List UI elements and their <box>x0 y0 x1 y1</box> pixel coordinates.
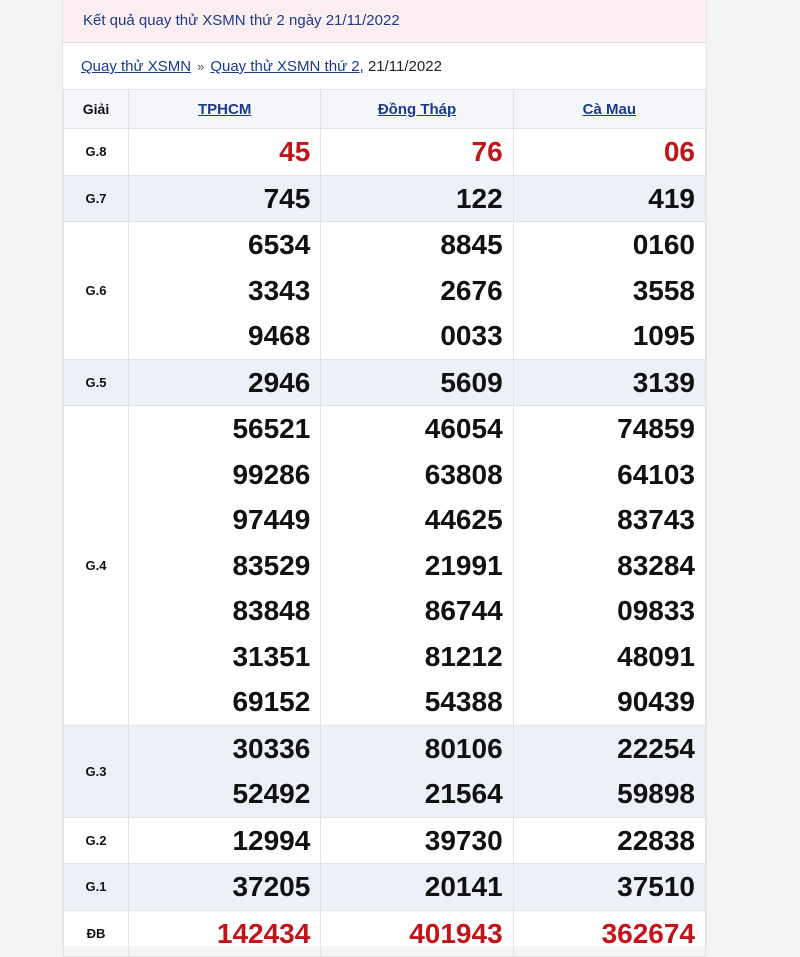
prize-label: G.1 <box>64 864 129 911</box>
table-row <box>64 359 706 406</box>
result-cell <box>129 359 321 406</box>
result-number: 83529 <box>232 549 311 581</box>
prize-label: G.6 <box>64 222 129 360</box>
result-number: 21564 <box>424 778 503 809</box>
result-cell <box>129 817 321 864</box>
table-row <box>64 222 706 360</box>
result-number: 9468 <box>248 320 311 351</box>
result-number: 81212 <box>424 640 503 672</box>
result-number: 83743 <box>617 504 695 535</box>
result-number: 48091 <box>617 640 695 672</box>
result-number: 22838 <box>617 824 695 856</box>
result-cell <box>321 359 513 406</box>
result-cell <box>321 817 513 864</box>
result-cell <box>513 175 705 222</box>
breadcrumb-date: , 21/11/2022 <box>359 58 442 75</box>
result-number: 3343 <box>248 274 311 306</box>
table-row <box>64 910 706 957</box>
prize-label: G.5 <box>64 359 129 406</box>
prize-label: G.3 <box>64 725 129 817</box>
result-number: 0160 <box>632 229 695 260</box>
result-number: 12994 <box>232 824 311 856</box>
breadcrumb-separator: » <box>197 59 205 74</box>
results-table <box>63 89 706 957</box>
result-number: 80106 <box>424 732 503 764</box>
result-number: 90439 <box>617 686 695 717</box>
result-number: 69152 <box>232 686 311 717</box>
result-number: 142434 <box>216 917 311 949</box>
result-number: 6534 <box>248 229 311 260</box>
table-row <box>64 864 706 911</box>
result-number: 3558 <box>632 274 695 306</box>
result-number: 8845 <box>440 229 503 260</box>
table-row <box>64 129 706 176</box>
result-number: 1095 <box>632 320 695 351</box>
prize-label: ĐB <box>64 910 129 957</box>
result-cell <box>129 175 321 222</box>
result-cell <box>513 222 705 360</box>
result-number: 56521 <box>232 413 311 444</box>
table-row <box>64 175 706 222</box>
result-number: 09833 <box>617 595 695 626</box>
result-cell <box>513 129 705 176</box>
province-link-ca-mau[interactable]: Cà Mau <box>582 100 636 118</box>
result-number: 20141 <box>424 871 503 902</box>
result-number: 83284 <box>617 549 695 581</box>
breadcrumb-link-thu2[interactable]: Quay thử XSMN thứ 2 <box>210 58 360 75</box>
result-number: 37510 <box>617 871 695 902</box>
prize-label: G.2 <box>64 817 129 864</box>
result-number: 2946 <box>248 366 311 398</box>
province-link-dong-thap[interactable]: Đồng Tháp <box>377 100 457 118</box>
result-number: 37205 <box>232 871 311 902</box>
breadcrumb-link-xsmn[interactable]: Quay thử XSMN <box>81 58 192 75</box>
result-number: 0033 <box>440 320 503 351</box>
result-number: 2676 <box>440 274 503 306</box>
result-number: 99286 <box>232 458 311 490</box>
result-number: 362674 <box>601 917 695 949</box>
page-title: Kết quả quay thử XSMN thứ 2 ngày 21/11/2022 <box>63 0 706 43</box>
result-cell <box>321 910 513 957</box>
breadcrumb <box>63 43 706 89</box>
header-province-0 <box>129 90 321 129</box>
header-prize: Giải <box>64 90 129 129</box>
prize-label: G.7 <box>64 175 129 222</box>
result-number: 45 <box>279 136 311 167</box>
result-cell <box>321 129 513 176</box>
header-province-2 <box>513 90 705 129</box>
result-cell <box>129 725 321 817</box>
result-cell <box>513 406 705 726</box>
result-number: 52492 <box>232 778 311 809</box>
result-number: 39730 <box>424 824 503 856</box>
result-cell <box>513 864 705 911</box>
result-number: 86744 <box>424 595 503 626</box>
result-number: 122 <box>455 182 503 214</box>
table-header-row <box>64 90 706 129</box>
result-number: 76 <box>471 136 503 167</box>
table-row <box>64 725 706 817</box>
result-cell <box>321 406 513 726</box>
result-cell <box>513 359 705 406</box>
header-province-1 <box>321 90 513 129</box>
result-number: 74859 <box>617 413 695 444</box>
result-cell <box>129 406 321 726</box>
result-cell <box>129 129 321 176</box>
result-cell <box>321 725 513 817</box>
result-number: 54388 <box>424 686 503 717</box>
result-cell <box>129 864 321 911</box>
result-cell <box>513 910 705 957</box>
result-cell <box>321 222 513 360</box>
result-number: 3139 <box>632 366 695 398</box>
result-number: 44625 <box>424 504 503 535</box>
result-cell <box>321 175 513 222</box>
province-link-tphcm[interactable]: TPHCM <box>198 100 252 118</box>
result-number: 63808 <box>424 458 503 490</box>
result-number: 401943 <box>409 917 503 949</box>
prize-label: G.8 <box>64 129 129 176</box>
result-number: 83848 <box>232 595 311 626</box>
result-number: 06 <box>663 136 695 167</box>
result-number: 59898 <box>617 778 695 809</box>
result-number: 5609 <box>440 366 503 398</box>
result-number: 419 <box>648 182 695 214</box>
result-number: 64103 <box>617 458 695 490</box>
result-cell <box>513 725 705 817</box>
result-number: 30336 <box>232 732 311 764</box>
result-number: 745 <box>263 182 311 214</box>
results-panel <box>62 0 707 949</box>
result-cell <box>129 910 321 957</box>
result-number: 31351 <box>232 640 311 672</box>
result-number: 22254 <box>617 732 695 764</box>
prize-label: G.4 <box>64 406 129 726</box>
result-number: 21991 <box>424 549 503 581</box>
result-cell <box>321 864 513 911</box>
result-number: 97449 <box>232 504 311 535</box>
result-cell <box>129 222 321 360</box>
table-row <box>64 406 706 726</box>
result-number: 46054 <box>424 413 503 444</box>
result-cell <box>513 817 705 864</box>
table-row <box>64 817 706 864</box>
